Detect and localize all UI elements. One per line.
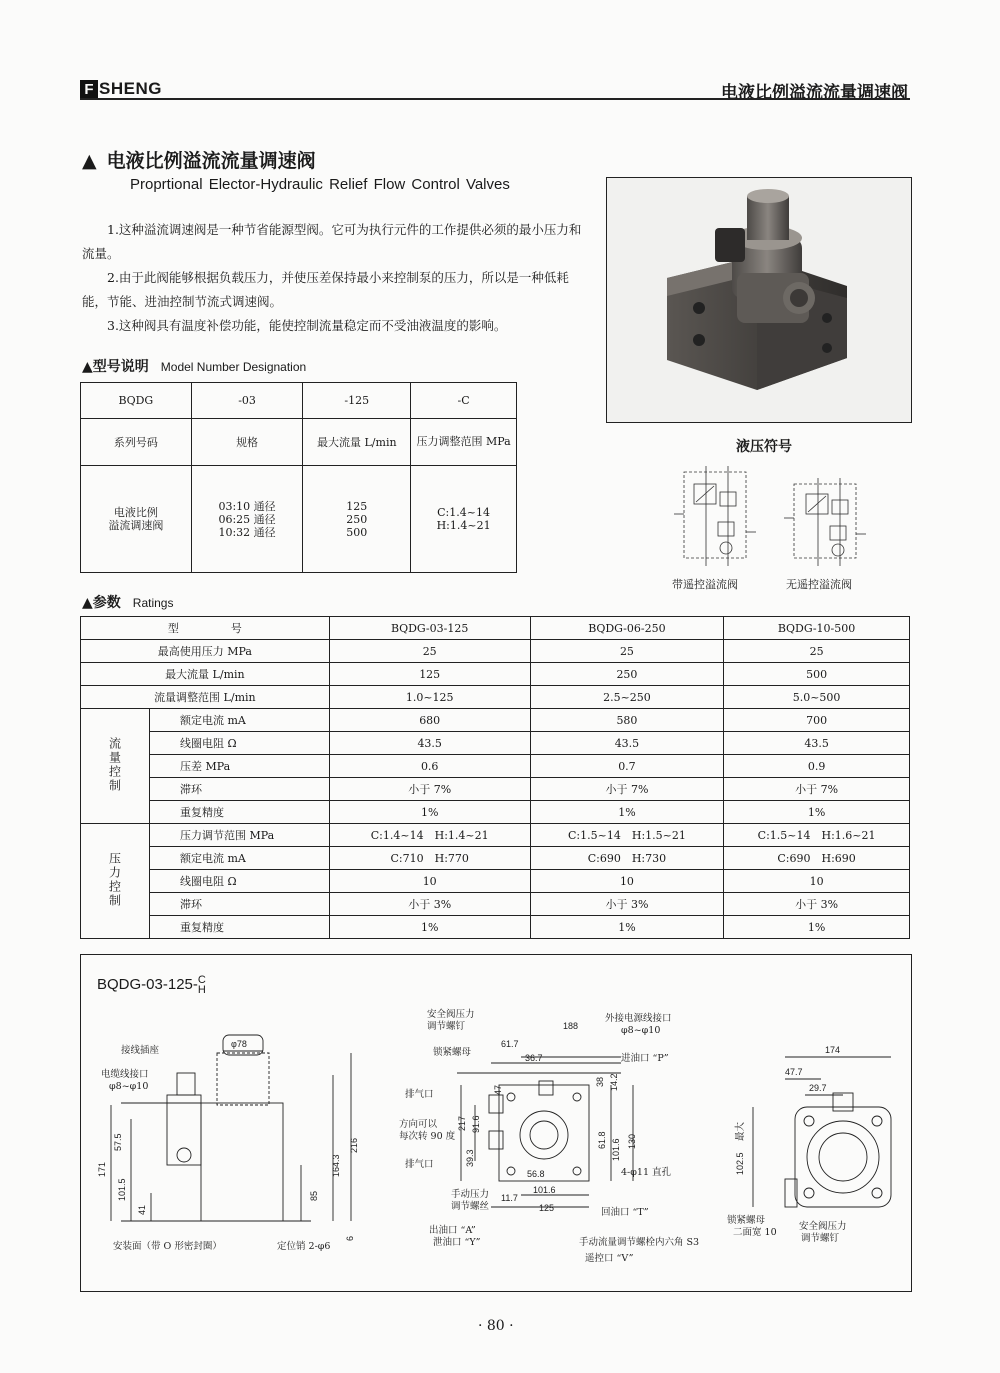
ratings-cell: 43.5 xyxy=(724,732,910,755)
ratings-cell: 125 xyxy=(329,663,530,686)
page-title xyxy=(82,146,316,173)
ratings-cell: 1.0~125 xyxy=(329,686,530,709)
ratings-cell: 小于 7% xyxy=(329,778,530,801)
ratings-label: 最高使用压力 MPa xyxy=(81,640,330,663)
table-row xyxy=(81,847,910,870)
ratings-label: 额定电流 mA xyxy=(150,709,330,732)
ratings-cell: 小于 3% xyxy=(724,893,910,916)
ratings-cell: 25 xyxy=(724,640,910,663)
svg-text:锁紧螺母: 锁紧螺母 xyxy=(433,1047,472,1058)
ratings-section-title: ▲参数 Ratings xyxy=(82,595,174,611)
svg-text:11.7: 11.7 xyxy=(501,1193,518,1203)
svg-text:47: 47 xyxy=(493,1084,503,1095)
ratings-cell: 小于 3% xyxy=(530,893,723,916)
svg-text:回油口 “T”: 回油口 “T” xyxy=(601,1207,649,1218)
ratings-cell: 5.0~500 xyxy=(724,686,910,709)
model-designation-table xyxy=(80,382,517,573)
ratings-cell: 10 xyxy=(530,870,723,893)
svg-text:φ8~φ10: φ8~φ10 xyxy=(109,1081,149,1092)
svg-text:91.6: 91.6 xyxy=(471,1115,481,1133)
model-code-pressure: -C xyxy=(411,383,517,419)
svg-text:6: 6 xyxy=(345,1235,355,1241)
table-row xyxy=(81,870,910,893)
table-row xyxy=(81,778,910,801)
model-code-flow: -125 xyxy=(303,383,411,419)
symbol-with-remote xyxy=(674,466,756,566)
svg-text:57.5: 57.5 xyxy=(113,1133,123,1151)
model-header-series: 系列号码 xyxy=(81,419,192,466)
svg-text:188: 188 xyxy=(563,1021,579,1031)
front-view-drawing xyxy=(753,1057,891,1207)
dimension-drawings xyxy=(81,955,911,1291)
svg-text:61.7: 61.7 xyxy=(501,1039,519,1049)
ratings-cell: C:1.5~14 H:1.6~21 xyxy=(724,824,910,847)
product-photo xyxy=(606,177,912,423)
table-row xyxy=(81,640,910,663)
ratings-label: 最大流量 L/min xyxy=(81,663,330,686)
ratings-label: 流量调整范围 L/min xyxy=(81,686,330,709)
ratings-cell: 680 xyxy=(329,709,530,732)
model-code-series: BQDG xyxy=(81,383,192,419)
svg-text:外接电源线接口: 外接电源线接口 xyxy=(605,1013,672,1024)
model-value-pressure: C:1.4~14 H:1.4~21 xyxy=(411,466,517,573)
ratings-col-1: BQDG-03-125 xyxy=(329,617,530,640)
svg-text:调节螺钉: 调节螺钉 xyxy=(427,1021,466,1032)
drawing-model-code: BQDG-03-125-C H xyxy=(97,974,206,996)
intro-paragraph-1: 1.这种溢流调速阀是一种节省能源型阀。它可为执行元件的工作提供必须的最小压力和流量。 xyxy=(82,222,582,261)
ratings-cell: 580 xyxy=(530,709,723,732)
ratings-header-label: 型 号 xyxy=(81,617,330,640)
ratings-cell: 25 xyxy=(530,640,723,663)
svg-text:遥控口 “V”: 遥控口 “V” xyxy=(585,1253,634,1264)
svg-text:164.3: 164.3 xyxy=(331,1154,341,1177)
table-row xyxy=(81,663,910,686)
top-view-dims xyxy=(457,1021,637,1213)
logo-mark: F xyxy=(80,80,98,98)
front-view-dims xyxy=(735,1045,840,1175)
svg-text:216: 216 xyxy=(349,1137,359,1153)
symbol-without-remote xyxy=(784,478,866,566)
ratings-cell: 小于 7% xyxy=(724,778,910,801)
page-number: · 80 · xyxy=(478,1318,514,1334)
svg-text:4-φ11 直孔: 4-φ11 直孔 xyxy=(621,1167,672,1178)
svg-text:14.2: 14.2 xyxy=(609,1073,619,1091)
svg-text:调节螺钉: 调节螺钉 xyxy=(801,1233,840,1244)
svg-text:定位销 2-φ6: 定位销 2-φ6 xyxy=(277,1241,331,1252)
svg-text:39.3: 39.3 xyxy=(465,1149,475,1167)
front-view-labels xyxy=(727,1122,847,1245)
model-value-series: 电液比例 溢流调速阀 xyxy=(81,466,192,573)
flow-control-group: 流量控制 xyxy=(81,709,150,824)
ratings-label: 滞环 xyxy=(150,893,330,916)
svg-text:最大: 最大 xyxy=(735,1121,746,1141)
page-title-cn: 电液比例溢流流量调速阀 xyxy=(106,150,316,172)
table-row xyxy=(81,419,517,466)
svg-text:进油口 “P”: 进油口 “P” xyxy=(621,1053,669,1064)
logo-text: SHENG xyxy=(99,79,162,98)
ratings-label: 压差 MPa xyxy=(150,755,330,778)
ratings-label: 线圈电阻 Ω xyxy=(150,870,330,893)
header-title: 电液比例溢流流量调速阀 xyxy=(721,83,908,103)
table-row xyxy=(81,383,517,419)
svg-text:手动流量调节螺栓内六角 S3: 手动流量调节螺栓内六角 S3 xyxy=(579,1237,700,1248)
svg-text:接线插座: 接线插座 xyxy=(121,1045,160,1056)
svg-text:130: 130 xyxy=(627,1133,637,1149)
pressure-control-group: 压力控制 xyxy=(81,824,150,939)
svg-text:217: 217 xyxy=(457,1115,467,1131)
model-value-flow: 125 250 500 xyxy=(303,466,411,573)
table-row xyxy=(81,824,910,847)
ratings-cell: 小于 3% xyxy=(329,893,530,916)
svg-text:排气口: 排气口 xyxy=(405,1159,434,1170)
svg-text:安全阀压力: 安全阀压力 xyxy=(427,1009,475,1020)
svg-text:125: 125 xyxy=(539,1203,555,1213)
svg-text:61.8: 61.8 xyxy=(597,1131,607,1149)
ratings-label: 重复精度 xyxy=(150,916,330,939)
ratings-cell: C:1.5~14 H:1.5~21 xyxy=(530,824,723,847)
ratings-col-2: BQDG-06-250 xyxy=(530,617,723,640)
svg-text:手动压力: 手动压力 xyxy=(451,1189,490,1200)
ratings-cell: 1% xyxy=(724,801,910,824)
intro-paragraph-2: 2.由于此阀能够根据负载压力，并使压差保持最小来控制泵的压力，所以是一种低耗能，节能、进油控制节流式调速阀。 xyxy=(82,270,569,309)
svg-text:锁紧螺母: 锁紧螺母 xyxy=(727,1215,766,1226)
model-code-size: -03 xyxy=(191,383,303,419)
svg-text:38: 38 xyxy=(595,1076,605,1087)
svg-text:101.6: 101.6 xyxy=(533,1185,556,1195)
svg-text:电缆线接口: 电缆线接口 xyxy=(101,1069,149,1080)
ratings-cell: 43.5 xyxy=(329,732,530,755)
svg-text:每次转 90 度: 每次转 90 度 xyxy=(399,1131,456,1142)
ratings-cell: 1% xyxy=(329,916,530,939)
ratings-label: 额定电流 mA xyxy=(150,847,330,870)
ratings-cell: 1% xyxy=(530,801,723,824)
page-title-en: Proprtional Elector-Hydraulic Relief Flow Control Valves xyxy=(130,176,510,193)
ratings-cell: 700 xyxy=(724,709,910,732)
svg-text:85: 85 xyxy=(309,1190,319,1201)
svg-text:101.5: 101.5 xyxy=(117,1178,127,1201)
ratings-cell: 1% xyxy=(329,801,530,824)
ratings-cell: C:690 H:690 xyxy=(724,847,910,870)
table-row xyxy=(81,686,910,709)
svg-text:171: 171 xyxy=(97,1161,107,1177)
hydraulic-symbols xyxy=(668,462,918,574)
ratings-cell: 250 xyxy=(530,663,723,686)
svg-text:36.7: 36.7 xyxy=(525,1053,543,1063)
ratings-table xyxy=(80,616,910,939)
symbol-caption-no-remote: 无遥控溢流阀 xyxy=(786,578,852,591)
table-row xyxy=(81,732,910,755)
model-header-flow: 最大流量 L/min xyxy=(303,419,411,466)
ratings-cell: C:710 H:770 xyxy=(329,847,530,870)
ratings-cell: C:690 H:730 xyxy=(530,847,723,870)
ratings-cell: 10 xyxy=(329,870,530,893)
svg-text:调节螺丝: 调节螺丝 xyxy=(451,1201,490,1212)
model-section-title: ▲型号说明 Model Number Designation xyxy=(82,359,307,375)
svg-text:φ8~φ10: φ8~φ10 xyxy=(621,1025,661,1036)
svg-text:二面宽 10: 二面宽 10 xyxy=(733,1227,777,1238)
intro-paragraph-3: 3.这种阀具有温度补偿功能，能使控制流量稳定而不受油液温度的影响。 xyxy=(107,318,507,333)
ratings-cell: 0.7 xyxy=(530,755,723,778)
table-row xyxy=(81,466,517,573)
symbol-caption-remote: 带遥控溢流阀 xyxy=(672,578,738,591)
triangle-marker: ▲ xyxy=(82,150,97,172)
ratings-cell: 小于 7% xyxy=(530,778,723,801)
model-value-size: 03:10 通径 06:25 通径 10:32 通径 xyxy=(191,466,303,573)
svg-text:101.6: 101.6 xyxy=(611,1138,621,1161)
brand-logo xyxy=(80,80,162,98)
svg-text:出油口 “A”: 出油口 “A” xyxy=(429,1225,476,1236)
top-view-labels xyxy=(399,1008,699,1264)
ratings-cell: 43.5 xyxy=(530,732,723,755)
ratings-col-3: BQDG-10-500 xyxy=(724,617,910,640)
svg-text:29.7: 29.7 xyxy=(809,1083,827,1093)
dimension-drawing-panel xyxy=(80,954,912,1292)
svg-text:方向可以: 方向可以 xyxy=(399,1119,438,1130)
svg-text:174: 174 xyxy=(825,1045,841,1055)
symbol-title: 液压符号 xyxy=(736,439,792,455)
ratings-cell: 1% xyxy=(724,916,910,939)
header-rule xyxy=(80,98,910,100)
ratings-cell: C:1.4~14 H:1.4~21 xyxy=(329,824,530,847)
valve-illustration xyxy=(607,178,911,422)
ratings-label: 线圈电阻 Ω xyxy=(150,732,330,755)
svg-text:φ78: φ78 xyxy=(231,1039,247,1049)
table-row xyxy=(81,916,910,939)
ratings-cell: 10 xyxy=(724,870,910,893)
svg-text:102.5: 102.5 xyxy=(735,1152,745,1175)
ratings-cell: 500 xyxy=(724,663,910,686)
ratings-cell: 25 xyxy=(329,640,530,663)
svg-text:47.7: 47.7 xyxy=(785,1067,803,1077)
ratings-cell: 1% xyxy=(530,916,723,939)
table-row xyxy=(81,617,910,640)
ratings-cell: 0.9 xyxy=(724,755,910,778)
svg-text:56.8: 56.8 xyxy=(527,1169,545,1179)
svg-text:泄油口 “Y”: 泄油口 “Y” xyxy=(433,1237,481,1248)
ratings-cell: 0.6 xyxy=(329,755,530,778)
ratings-label: 重复精度 xyxy=(150,801,330,824)
svg-text:41: 41 xyxy=(137,1204,147,1215)
ratings-label: 压力调节范围 MPa xyxy=(150,824,330,847)
ratings-cell: 2.5~250 xyxy=(530,686,723,709)
model-header-pressure: 压力调整范围 MPa xyxy=(411,419,517,466)
svg-text:安全阀压力: 安全阀压力 xyxy=(799,1221,847,1232)
table-row xyxy=(81,801,910,824)
model-header-size: 规格 xyxy=(191,419,303,466)
svg-text:安装面（带 O 形密封圈）: 安装面（带 O 形密封圈） xyxy=(113,1241,222,1252)
svg-text:排气口: 排气口 xyxy=(405,1089,434,1100)
ratings-label: 滞环 xyxy=(150,778,330,801)
table-row xyxy=(81,755,910,778)
table-row xyxy=(81,893,910,916)
table-row xyxy=(81,709,910,732)
